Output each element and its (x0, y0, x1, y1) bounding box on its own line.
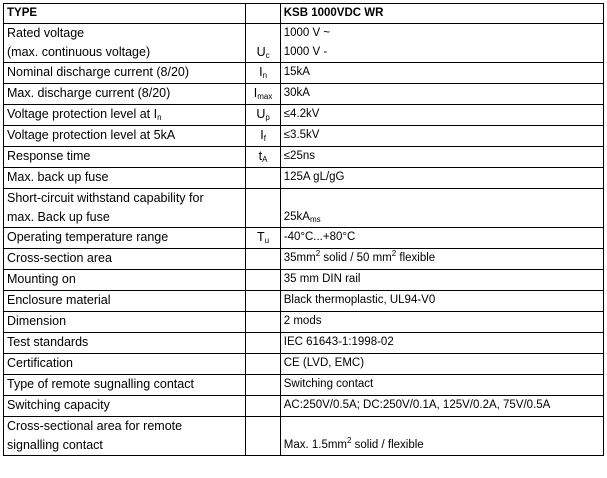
table-row (4, 24, 604, 63)
header-symbol (246, 4, 280, 24)
symbol: I (260, 128, 264, 142)
param-line: Short-circuit withstand capability for (7, 191, 204, 205)
symbol: I (259, 65, 263, 79)
value-cell: Black thermoplastic, UL94-V0 (280, 291, 603, 312)
value-cell: CE (LVD, EMC) (280, 354, 603, 375)
value-cell: 15kA (280, 63, 603, 84)
symbol-cell (246, 291, 280, 312)
value-cell: ≤4.2kV (280, 105, 603, 126)
symbol: I (253, 86, 258, 100)
value-line: 1000 V ~ (283, 27, 331, 39)
table-row (4, 168, 604, 189)
param-cell (4, 24, 246, 63)
param-cell: Max. back up fuse (4, 168, 246, 189)
param-cell (4, 417, 246, 456)
symbol: U (256, 107, 266, 121)
value-cell (280, 24, 603, 63)
value-cell: ≤3.5kV (280, 126, 603, 147)
symbol-sub: max (257, 92, 273, 101)
param-cell: Mounting on (4, 270, 246, 291)
value-cell: 30kA (280, 84, 603, 105)
table-row (4, 312, 604, 333)
param-cell: Type of remote sugnalling contact (4, 375, 246, 396)
table-row (4, 228, 604, 249)
symbol: T (257, 230, 265, 244)
symbol-cell (246, 354, 280, 375)
value-text: solid / flexible (351, 439, 424, 451)
symbol-cell (246, 189, 280, 228)
table-row (4, 84, 604, 105)
symbol-cell (246, 417, 280, 456)
value-cell: Switching contact (280, 375, 603, 396)
table-row (4, 189, 604, 228)
value-sup: 2 (347, 436, 352, 445)
value-cell: 35 mm DIN rail (280, 270, 603, 291)
header-model: KSB 1000VDC WR (280, 4, 603, 24)
param-cell: Nominal discharge current (8/20) (4, 63, 246, 84)
param-line: Cross-sectional area for remote (7, 419, 183, 433)
table-row (4, 291, 604, 312)
symbol-cell (246, 84, 280, 105)
value-cell: -40°C...+80°C (280, 228, 603, 249)
table-row (4, 63, 604, 84)
symbol: t (258, 149, 263, 163)
param-cell (4, 189, 246, 228)
symbol-cell (246, 270, 280, 291)
symbol-cell (246, 312, 280, 333)
value-text: 35mm (283, 252, 316, 264)
param-line: (max. continuous voltage) (7, 45, 151, 59)
value-sub: ms (309, 215, 321, 224)
table-header-row (4, 4, 604, 24)
value-cell: 2 mods (280, 312, 603, 333)
param-cell: Voltage protection level at 5kA (4, 126, 246, 147)
value-text: flexible (396, 252, 436, 264)
symbol-cell (246, 126, 280, 147)
value-cell (280, 417, 603, 456)
param-cell (4, 105, 246, 126)
table-row (4, 147, 604, 168)
value-cell: ≤25ns (280, 147, 603, 168)
param-cell: Max. discharge current (8/20) (4, 84, 246, 105)
symbol-sub: f (263, 134, 266, 143)
table-row (4, 375, 604, 396)
param-cell: Enclosure material (4, 291, 246, 312)
table-row (4, 333, 604, 354)
table-row (4, 270, 604, 291)
table-row (4, 417, 604, 456)
symbol-cell (246, 228, 280, 249)
table-row (4, 126, 604, 147)
symbol-cell (246, 105, 280, 126)
param-cell: Dimension (4, 312, 246, 333)
param-text: Voltage protection level at I (7, 107, 158, 121)
param-cell: Cross-section area (4, 249, 246, 270)
param-line: signalling contact (7, 438, 103, 452)
param-cell: Response time (4, 147, 246, 168)
symbol-cell (246, 63, 280, 84)
value-text: solid / 50 mm (320, 252, 392, 264)
symbol: U (256, 45, 266, 59)
symbol-cell (246, 249, 280, 270)
value-cell: IEC 61643-1:1998-02 (280, 333, 603, 354)
table-row (4, 249, 604, 270)
symbol-cell (246, 24, 280, 63)
symbol-sub: u (264, 236, 270, 245)
param-cell: Switching capacity (4, 396, 246, 417)
symbol-cell (246, 396, 280, 417)
param-line: Rated voltage (7, 26, 85, 40)
value-line: 1000 V - (283, 46, 328, 58)
table-row (4, 396, 604, 417)
symbol-cell (246, 168, 280, 189)
symbol-sub: p (265, 113, 270, 122)
spec-table (3, 3, 604, 456)
param-cell: Certification (4, 354, 246, 375)
value-cell: AC:250V/0.5A; DC:250V/0.1A, 125V/0.2A, 75V/0.5A (280, 396, 603, 417)
param-cell: Operating temperature range (4, 228, 246, 249)
param-sub: n (157, 113, 162, 122)
symbol-sub: c (265, 51, 270, 60)
table-row (4, 105, 604, 126)
symbol-cell (246, 375, 280, 396)
symbol-cell (246, 333, 280, 354)
param-cell: Test standards (4, 333, 246, 354)
param-line: max. Back up fuse (7, 210, 110, 224)
table-row (4, 354, 604, 375)
value-cell (280, 249, 603, 270)
value-cell (280, 189, 603, 228)
header-type: TYPE (4, 4, 246, 24)
value-sup: 2 (315, 249, 321, 258)
value-cell: 125A gL/gG (280, 168, 603, 189)
symbol-sub: A (262, 155, 268, 164)
value-text: Max. 1.5mm (283, 439, 348, 451)
symbol-sub: n (262, 71, 268, 80)
value-sup: 2 (391, 249, 397, 258)
symbol-cell (246, 147, 280, 168)
value-text: 25kA (283, 211, 310, 223)
